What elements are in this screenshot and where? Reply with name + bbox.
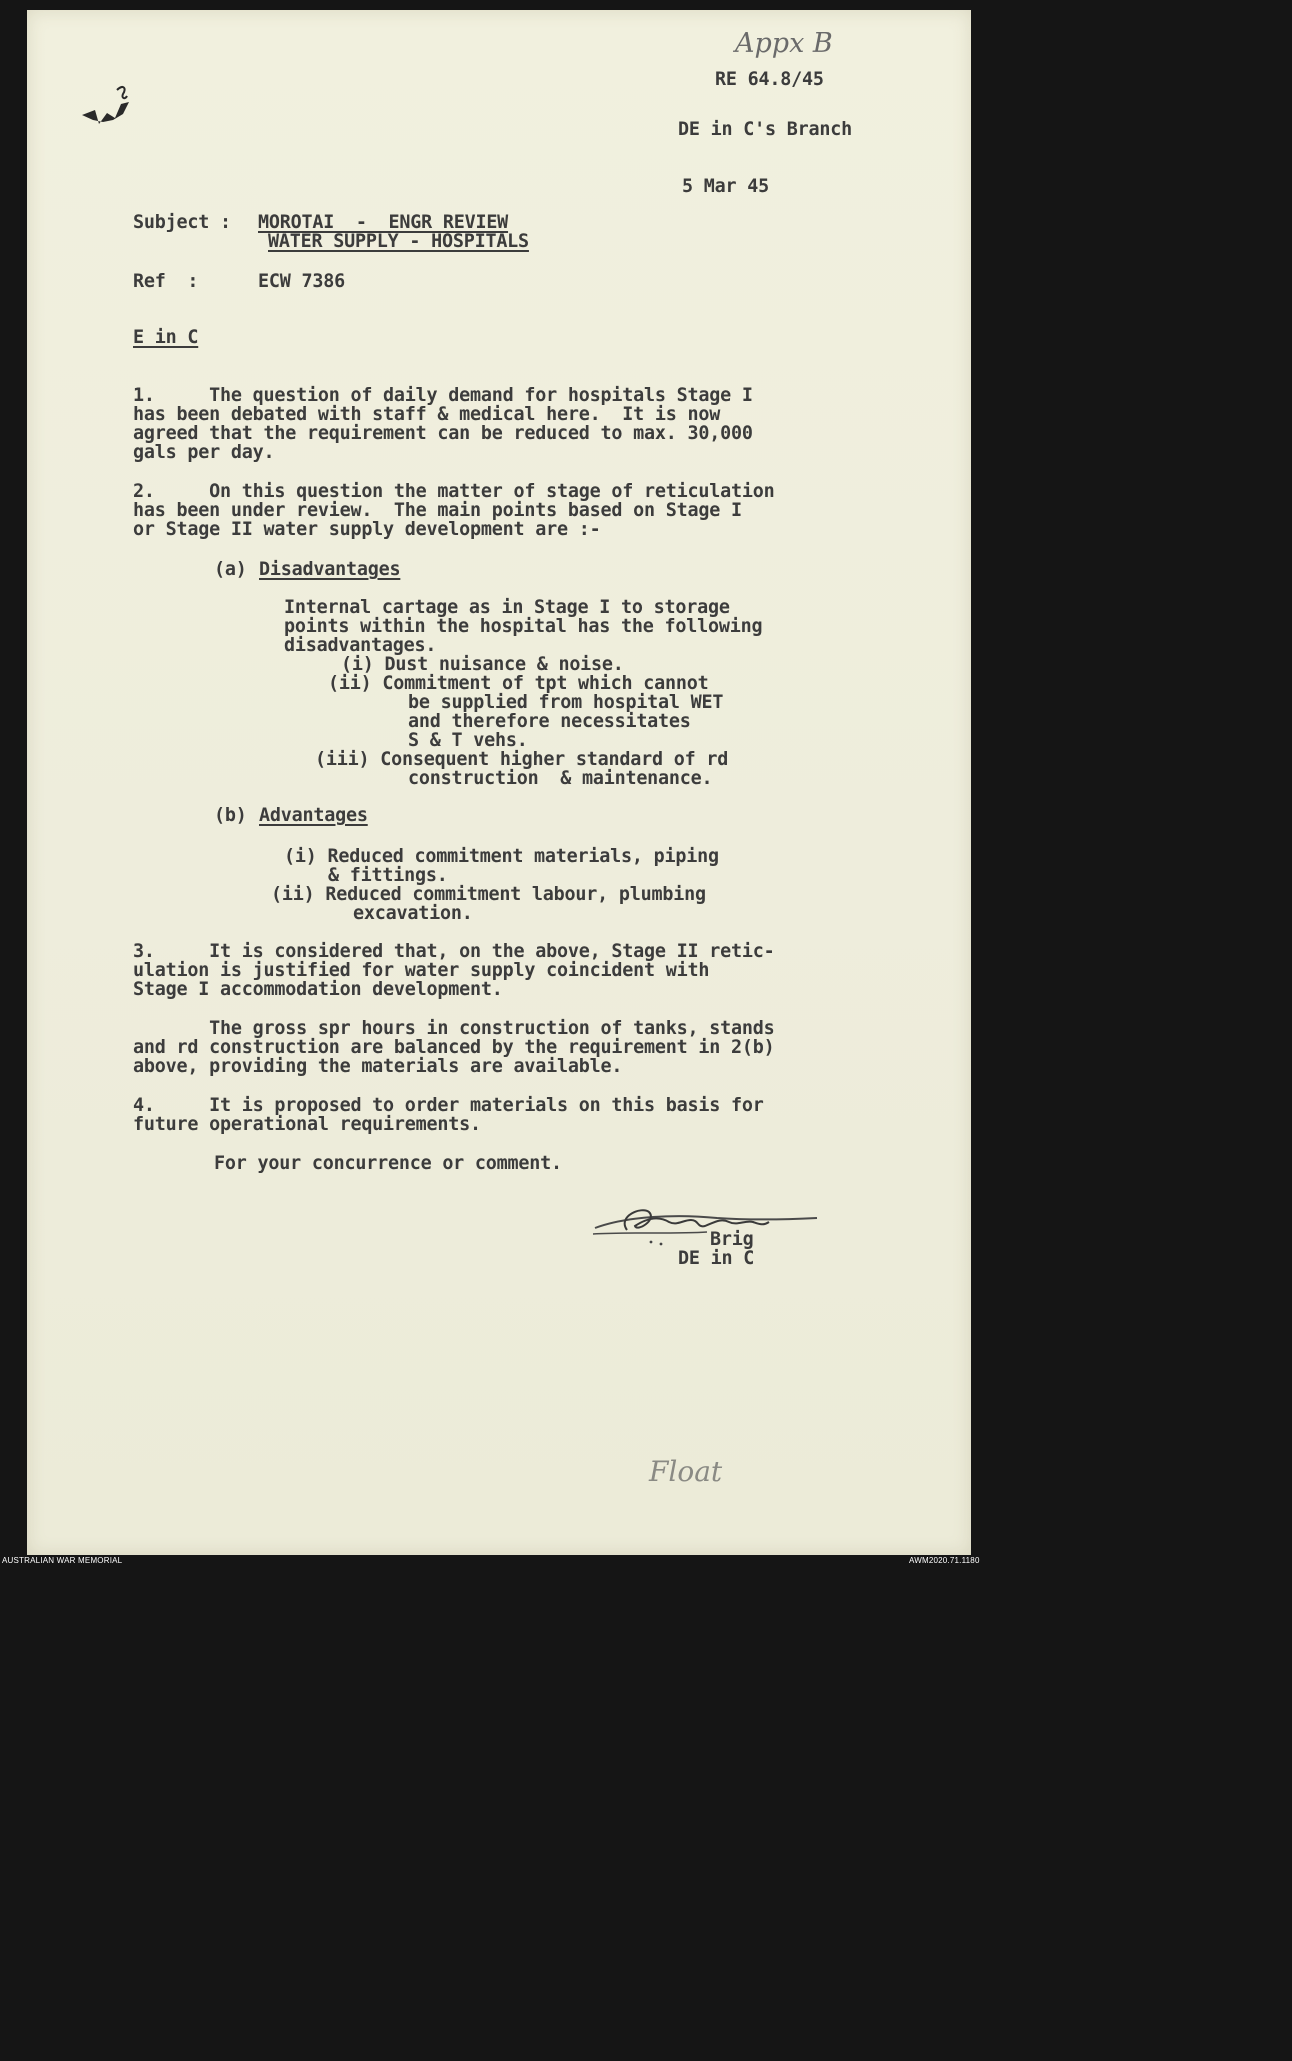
ref-value: ECW 7386 [258, 271, 345, 292]
subsection-a-intro-2: points within the hospital has the following [284, 616, 763, 637]
disadvantage-item-2-cont-2: and therefore necessitates [408, 711, 691, 732]
para-2-line-3: or Stage II water supply development are :- [133, 519, 601, 540]
para-2-line-2: has been under review. The main points based on Stage I [133, 500, 742, 521]
closing-line: For your concurrence or comment. [214, 1153, 562, 1174]
signatory-title: DE in C [678, 1248, 755, 1269]
disadvantage-item-2-cont-1: be supplied from hospital WET [408, 692, 724, 713]
advantage-item-1-cont: & fittings. [328, 865, 448, 886]
advantage-item-2: (ii) Reduced commitment labour, plumbing [271, 884, 706, 905]
footer-archive-name: AUSTRALIAN WAR MEMORIAL [2, 1556, 123, 1565]
disadvantage-item-3-cont: construction & maintenance. [408, 768, 713, 789]
para-3b-line-1: The gross spr hours in construction of tanks, stands [133, 1018, 775, 1039]
subject-line-2: WATER SUPPLY - HOSPITALS [268, 231, 529, 252]
ink-mark-icon [77, 80, 137, 130]
para-3-line-2: ulation is justified for water supply coincident with [133, 960, 710, 981]
para-4-line-2: future operational requirements. [133, 1114, 481, 1135]
subsection-b-heading: Advantages [259, 805, 368, 826]
para-4-line-1: 4. It is proposed to order materials on this basis for [133, 1095, 764, 1116]
advantage-item-2-cont: excavation. [353, 903, 473, 924]
handwritten-annotation-bottom: Float [649, 1455, 723, 1488]
subsection-a-label: (a) [214, 559, 247, 580]
subsection-a-intro-3: disadvantages. [284, 635, 437, 656]
subject-line-1: MOROTAI - ENGR REVIEW [258, 212, 509, 233]
addressee: E in C [133, 327, 199, 348]
para-3b-line-2: and rd construction are balanced by the requirement in 2(b) [133, 1037, 775, 1058]
para-3-line-1: 3. It is considered that, on the above, Stage II retic- [133, 941, 775, 962]
para-3-line-3: Stage I accommodation development. [133, 979, 503, 1000]
para-3b-line-3: above, providing the materials are available. [133, 1056, 623, 1077]
disadvantage-item-2-cont-3: S & T vehs. [408, 730, 528, 751]
para-1-line-4: gals per day. [133, 442, 275, 463]
para-1-line-2: has been debated with staff & medical here. It is now [133, 404, 721, 425]
disadvantage-item-1: (i) Dust nuisance & noise. [341, 654, 624, 675]
subsection-a-heading: Disadvantages [259, 559, 401, 580]
disadvantage-item-3: (iii) Consequent higher standard of rd [315, 749, 729, 770]
subsection-b-label: (b) [214, 805, 247, 826]
footer-item-id: AWM2020.71.1180 [909, 1556, 980, 1565]
advantage-item-1: (i) Reduced commitment materials, piping [284, 846, 719, 867]
para-1-line-1: 1. The question of daily demand for hospitals Stage I [133, 385, 753, 406]
subsection-a-intro-1: Internal cartage as in Stage I to storage [284, 597, 730, 618]
document-page [27, 10, 971, 1555]
document-date: 5 Mar 45 [682, 176, 769, 197]
signatory-rank: Brig [710, 1229, 754, 1250]
branch-name: DE in C's Branch [678, 119, 852, 140]
subject-label: Subject : [133, 212, 231, 233]
handwritten-annotation-top: Appx B [735, 28, 833, 59]
file-reference: RE 64.8/45 [715, 69, 824, 90]
para-1-line-3: agreed that the requirement can be reduced to max. 30,000 [133, 423, 753, 444]
disadvantage-item-2: (ii) Commitment of tpt which cannot [328, 673, 709, 694]
para-2-line-1: 2. On this question the matter of stage of reticulation [133, 481, 775, 502]
ref-label: Ref : [133, 271, 199, 292]
